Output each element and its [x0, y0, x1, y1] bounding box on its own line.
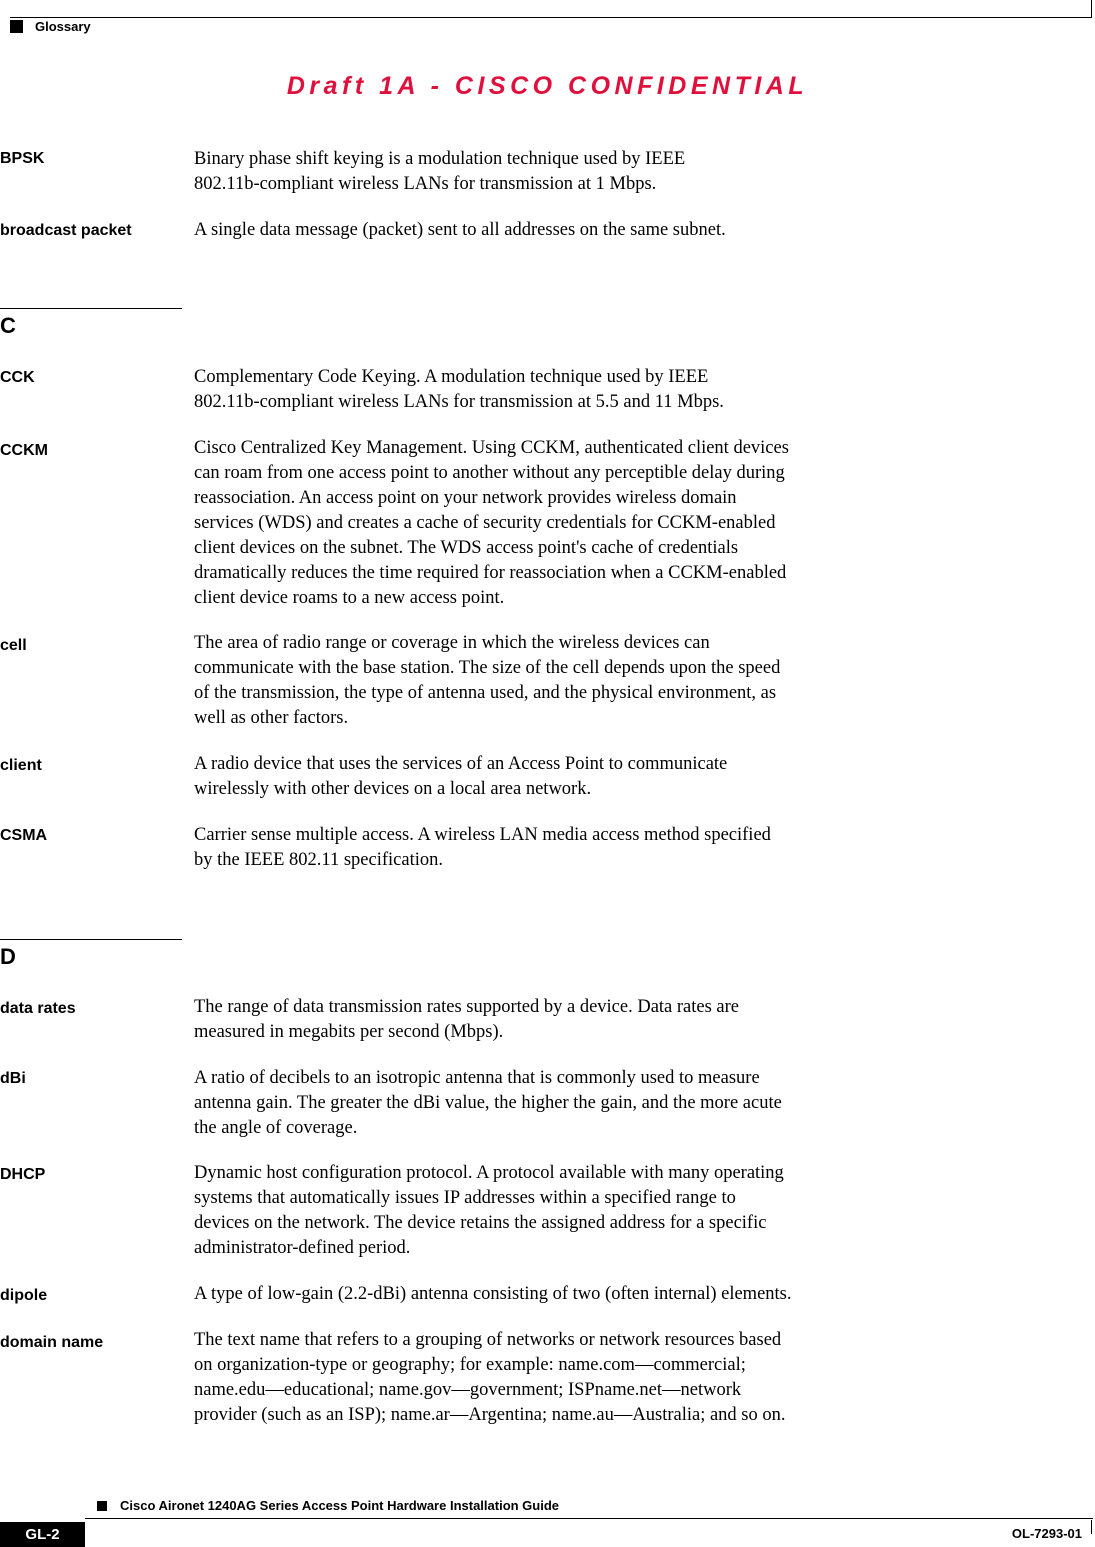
- term-cckm: CCKM: [0, 442, 48, 459]
- term-bpsk: BPSK: [0, 150, 45, 167]
- section-c-rule: [0, 308, 182, 309]
- section-heading-c: C: [0, 313, 16, 338]
- term-dhcp: DHCP: [0, 1166, 46, 1183]
- definition-dhcp: Dynamic host configuration protocol. A protocol available with many operating systems that automatically issues IP addresses within a specified range to devices on the network. The device retains the assigned address for a specific administrator-defined period.: [194, 1163, 784, 1258]
- section-heading-d: D: [0, 944, 16, 969]
- definition-data-rates: The range of data transmission rates supported by a device. Data rates are measured in megabits per second (Mbps).: [194, 997, 740, 1042]
- definition-dbi: A ratio of decibels to an isotropic antenna that is commonly used to measure antenna gain. The greater the dBi value, the higher the gain, and the more acute the angle of coverage.: [194, 1068, 782, 1138]
- footer-marker: [97, 1501, 107, 1511]
- footer-rule: [85, 1518, 1093, 1519]
- header-rule: [10, 17, 1092, 18]
- header-marker: [10, 20, 23, 33]
- section-d-rule: [0, 939, 182, 940]
- header-tick: [1091, 0, 1092, 18]
- footer-tick: [1091, 1520, 1092, 1534]
- definition-broadcast-packet: A single data message (packet) sent to all addresses on the same subnet.: [194, 220, 726, 240]
- definition-dipole: A type of low-gain (2.2-dBi) antenna consisting of two (often internal) elements.: [194, 1284, 792, 1304]
- definition-csma: Carrier sense multiple access. A wireless LAN media access method specified by the IEEE 802.11 specification.: [194, 825, 771, 870]
- term-broadcast-packet: broadcast packet: [0, 222, 132, 239]
- footer-document-title: Cisco Aironet 1240AG Series Access Point Hardware Installation Guide: [120, 1498, 560, 1513]
- definition-bpsk: Binary phase shift keying is a modulation technique used by IEEE 802.11b-compliant wireless LANs for transmission at 1 Mbps.: [194, 149, 686, 194]
- header-section-label: Glossary: [35, 19, 91, 34]
- term-dipole: dipole: [0, 1287, 48, 1304]
- term-data-rates: data rates: [0, 1000, 76, 1017]
- draft-banner: Draft 1A - CISCO CONFIDENTIAL: [286, 72, 809, 100]
- definition-cck: Complementary Code Keying. A modulation technique used by IEEE 802.11b-compliant wireless LANs for transmission at 5.5 and 11 Mbps.: [194, 367, 724, 412]
- term-csma: CSMA: [0, 827, 48, 844]
- definition-cckm: Cisco Centralized Key Management. Using CCKM, authenticated client devices can roam from one access point to another without any perceptible delay during reassociation. An access point on your network provides wireless domain services (WDS) and creates a cache of security credentials for CCKM-enabled client devices on the subnet. The WDS access point's cache of credentials dramatically reduces the time required for reassociation when a CCKM-enabled client device roams to a new access point.: [194, 438, 789, 608]
- term-domain-name: domain name: [0, 1334, 104, 1351]
- term-dbi: dBi: [0, 1070, 26, 1087]
- term-cck: CCK: [0, 369, 35, 386]
- definition-client: A radio device that uses the services of an Access Point to communicate wirelessly with other devices on a local area network.: [194, 754, 728, 799]
- footer-document-number: OL-7293-01: [1011, 1526, 1082, 1541]
- definition-cell: The area of radio range or coverage in which the wireless devices can communicate with the base station. The size of the cell depends upon the speed of the transmission, the type of antenna used, and the physical environment, as well as other factors.: [194, 633, 781, 728]
- footer-page-number: GL-2: [0, 1522, 85, 1547]
- term-cell: cell: [0, 637, 27, 654]
- definition-domain-name: The text name that refers to a grouping of networks or network resources based on organization-type or geography; for example: name.com—commercial; name.edu—educational; name.gov—government; ISPname.net—network provider (such as an ISP); name.ar—Argentina; name.au—Australia; and so on.: [194, 1330, 786, 1425]
- term-client: client: [0, 757, 42, 774]
